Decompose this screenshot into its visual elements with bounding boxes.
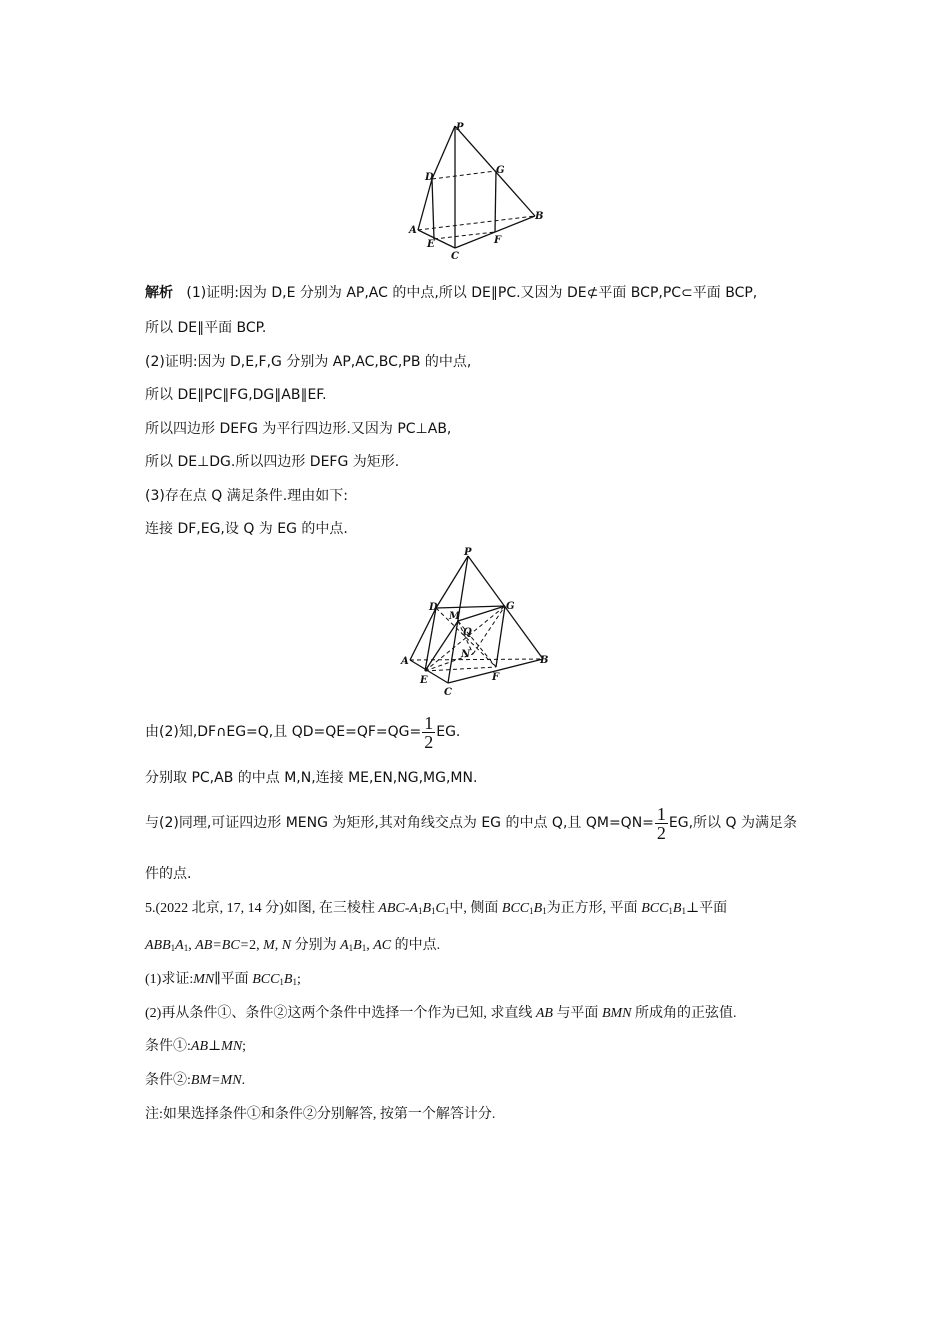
p5-l2-t3: , — [366, 938, 374, 953]
p5-b1: B — [353, 938, 362, 953]
p5-a: A — [175, 938, 184, 953]
fig1-label-p: P — [456, 122, 464, 133]
problem5-note: 注:如果选择条件①和条件②分别解答, 按第一个解答计分. — [145, 1107, 496, 1122]
figure-1 — [400, 118, 560, 263]
frac-den-2: 2 — [656, 822, 666, 843]
figure-1-svg — [400, 118, 560, 263]
q2-bmn: BMN — [601, 1006, 632, 1021]
p5-sub: 1 — [279, 977, 284, 987]
solution-line-1 — [145, 283, 757, 303]
solution-line-4: 所以 DE∥PC∥FG,DG∥AB∥EF. — [145, 387, 327, 403]
fig2-label-a: A — [401, 656, 409, 667]
frac-den-1: 2 — [424, 731, 434, 752]
fig1-label-a: A — [409, 225, 417, 236]
c2-eq: BM=MN — [190, 1073, 242, 1088]
solution-line-3: (2)证明:因为 D,E,F,G 分别为 AP,AC,BC,PB 的中点, — [145, 354, 472, 370]
p5-text-4: ⊥平面 — [685, 901, 728, 916]
p5-text-3: 为正方形, 平面 — [546, 901, 642, 916]
fig1-label-g: G — [496, 165, 505, 176]
fig2-label-m: M — [449, 611, 461, 622]
p5-sub: 1 — [681, 906, 686, 916]
c1-ab: AB — [190, 1039, 208, 1054]
q1-face: BCC — [252, 972, 280, 987]
fig1-label-c: C — [451, 251, 459, 262]
fig2-label-f: F — [492, 672, 500, 683]
solution-line-6: 所以 DE⊥DG.所以四边形 DEFG 为矩形. — [145, 454, 400, 470]
fig2-label-p: P — [464, 547, 472, 558]
p5-abb: ABB — [145, 938, 171, 953]
p5-prism: ABC-A — [378, 901, 418, 916]
c1-perp: ⊥ — [208, 1039, 222, 1054]
p5-sub: 1 — [668, 906, 673, 916]
p5-b: B — [672, 901, 682, 916]
solution-tag: 解析 — [145, 285, 173, 301]
c1-pre: 条件①: — [145, 1039, 191, 1054]
p5-sub: 1 — [183, 943, 189, 953]
fig2-label-g: G — [506, 601, 515, 612]
p5-sub: 1 — [431, 906, 436, 916]
p5-l2-t1: , — [188, 938, 196, 953]
fig2-label-n: N — [461, 649, 471, 660]
c1-mn: MN — [221, 1039, 243, 1054]
fig2-label-c: C — [444, 687, 452, 698]
solution-text-11b: EG,所以 Q 为满足条 — [668, 815, 797, 831]
p5-l2-t2: 分别为 — [291, 938, 341, 953]
fraction-half-1 — [422, 714, 435, 751]
figure-2 — [398, 546, 558, 701]
fig1-label-b: B — [535, 211, 544, 222]
problem5-header — [145, 899, 727, 921]
solution-line-8: 连接 DF,EG,设 Q 为 EG 的中点. — [145, 521, 348, 537]
p5-text-1: 5.(2022 北京, 17, 14 分)如图, 在三棱柱 — [145, 901, 379, 916]
q1-mn: MN — [193, 972, 215, 987]
problem5-condition-1 — [145, 1037, 246, 1057]
p5-text-2: 中, 侧面 — [449, 901, 502, 916]
problem5-line-2 — [145, 936, 440, 958]
fig2-label-q: Q — [463, 627, 472, 638]
c1-end: ; — [242, 1039, 247, 1054]
p5-b: B — [533, 901, 543, 916]
fraction-half-2 — [655, 805, 668, 842]
fig2-label-e: E — [420, 675, 428, 686]
q2-post: 所成角的正弦值. — [631, 1006, 737, 1021]
p5-eq: AB=BC= — [195, 938, 250, 953]
fig2-label-d: D — [429, 602, 438, 613]
p5-num: 2, — [249, 938, 264, 953]
p5-b: B — [422, 901, 432, 916]
fig1-label-e: E — [427, 239, 435, 250]
fig2-label-b: B — [540, 655, 549, 666]
q2-pre: (2)再从条件①、条件②这两个条件中选择一个作为已知, 求直线 — [145, 1006, 536, 1021]
p5-mn: M, N — [263, 938, 292, 953]
fig1-label-d: D — [425, 172, 434, 183]
p5-sub: 1 — [170, 943, 176, 953]
p5-sub: 1 — [292, 977, 297, 987]
p5-sub: 1 — [542, 906, 547, 916]
problem5-condition-2 — [145, 1071, 245, 1091]
fig1-label-f: F — [494, 235, 502, 246]
q2-ab: AB — [535, 1006, 553, 1021]
frac-num-1: 1 — [424, 712, 434, 733]
solution-line-2: 所以 DE∥平面 BCP. — [145, 320, 267, 336]
solution-line-7: (3)存在点 Q 满足条件.理由如下: — [145, 488, 348, 504]
q1-b: B — [283, 972, 293, 987]
c2-end: . — [241, 1073, 246, 1088]
solution-line-12: 件的点. — [145, 866, 192, 882]
problem5-q2 — [145, 1004, 737, 1024]
p5-face: BCC — [641, 901, 669, 916]
q1-end: ; — [296, 972, 301, 987]
figure-2-svg — [398, 546, 558, 701]
p5-face: BCC — [501, 901, 530, 916]
q1-post: ∥平面 — [214, 972, 253, 987]
solution-text-9b: EG. — [436, 724, 461, 740]
solution-line-10: 分别取 PC,AB 的中点 M,N,连接 ME,EN,NG,MG,MN. — [145, 770, 478, 786]
solution-text-1: (1)证明:因为 D,E 分别为 AP,AC 的中点,所以 DE∥PC.又因为 DE⊄平面 BCP,PC⊂平面 BCP, — [186, 285, 758, 301]
p5-c: C — [435, 901, 445, 916]
p5-sub: 1 — [444, 906, 450, 916]
problem5-q1 — [145, 970, 301, 992]
p5-sub: 1 — [348, 943, 354, 953]
q1-pre: (1)求证: — [145, 972, 194, 987]
c2-pre: 条件②: — [145, 1073, 191, 1088]
solution-line-9 — [145, 712, 460, 752]
p5-sub: 1 — [529, 906, 534, 916]
p5-sub: 1 — [361, 943, 367, 953]
solution-text-11a: 与(2)同理,可证四边形 MENG 为矩形,其对角线交点为 EG 的中点 Q,且 QM=QN= — [145, 815, 654, 831]
q2-mid: 与平面 — [552, 1006, 602, 1021]
p5-l2-t4: 的中点. — [391, 938, 441, 953]
p5-sub: 1 — [417, 906, 423, 916]
frac-num-2: 1 — [656, 803, 666, 824]
solution-line-11 — [145, 803, 797, 843]
solution-text-9a: 由(2)知,DF∩EG=Q,且 QD=QE=QF=QG= — [145, 724, 422, 740]
p5-ac: AC — [373, 938, 392, 953]
p5-a1: A — [340, 938, 349, 953]
solution-line-5: 所以四边形 DEFG 为平行四边形.又因为 PC⊥AB, — [145, 421, 452, 437]
